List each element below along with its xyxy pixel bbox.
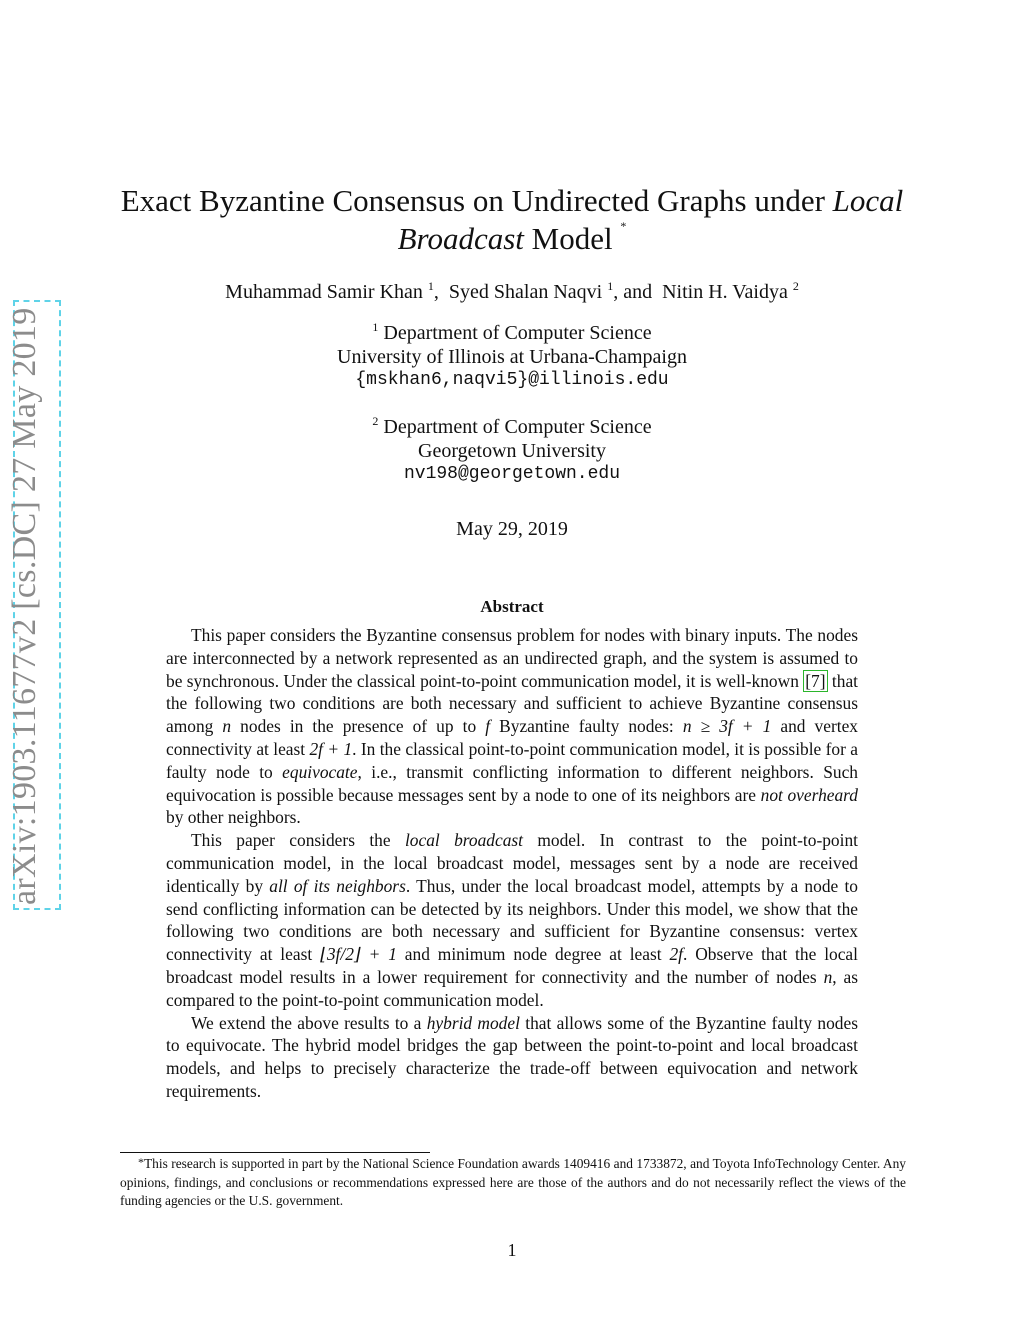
text-run: We extend the above results to a [191, 1012, 427, 1033]
text-run: This paper considers the Byzantine consensus problem for nodes with binary inputs. The nodes are interconnected by a network represented as an undirected graph, and the system is assumed to be synchronous. Under the classical point-to-point communication model, it is well-known [166, 625, 858, 691]
footnote-mark: * [138, 1155, 144, 1169]
affiliation-department [0, 416, 1024, 439]
abstract-heading: Abstract [480, 597, 544, 616]
affiliation-email[interactable]: {mskhan6,naqvi5}@illinois.edu [355, 370, 669, 390]
title-text: Exact Byzantine Consensus on Undirected Graphs under [120, 183, 833, 218]
text-run: by other neighbors. [166, 807, 301, 828]
affiliation-mark: 2 [372, 414, 379, 428]
math-var: f [485, 716, 491, 737]
text-run: , i.e., transmit conflicting information to different neighbors. Such equivocation is possible because messages sent by a node to one of its neighbors are [166, 761, 858, 805]
paper-title-line-2 [0, 221, 1024, 257]
title-italic: Local [832, 183, 904, 218]
text-run: that the following two conditions are both necessary and sufficient to achieve Byzantine consensus among [166, 670, 858, 737]
footnote-body: This research is supported in part by the National Science Foundation awards 1409416 and 1733872, and Toyota InfoTechnology Center. Any opinions, findings, and conclusions or recommendations expressed here are those of the authors and do not necessarily reflect the views of the funding agencies or the U.S. government. [120, 1156, 906, 1209]
footnote-text [120, 1155, 906, 1211]
emphasis: local broadcast [404, 830, 524, 851]
text-run: model. In contrast to the point-to-point communication model, in the local broadcast model, messages sent by a node are received identically by [166, 830, 858, 896]
abstract-paragraph [166, 829, 858, 1011]
abstract-body [166, 624, 858, 1103]
abstract-paragraph [166, 624, 858, 829]
emphasis: all of its neighbors [269, 875, 406, 896]
math-expr: 2f + 1 [309, 738, 353, 759]
text-run: . In the classical point-to-point communication model, it is possible for a faulty node to [166, 738, 858, 782]
text-run: and vertex connectivity at least [166, 716, 858, 759]
author-name: Nitin H. Vaidya [662, 281, 788, 303]
author-list [0, 281, 1024, 304]
emphasis: hybrid model [426, 1012, 520, 1033]
author-name: Syed Shalan Naqvi [448, 281, 603, 303]
text-run: . Observe that the local broadcast model results in a lower requirement for connectivity and the number of nodes [166, 944, 858, 987]
affiliation-university: Georgetown University [418, 440, 606, 462]
author-separator: , and [613, 281, 653, 303]
page-number: 1 [507, 1240, 517, 1260]
text-run: and minimum node degree at least [396, 944, 670, 965]
math-expr: ⌊3f/2⌋ + 1 [320, 944, 397, 965]
text-run: Byzantine faulty nodes: [490, 716, 683, 737]
paper-date: May 29, 2019 [456, 518, 568, 540]
author-separator: , [433, 281, 439, 303]
footnote-rule [120, 1152, 430, 1153]
text-run: , as compared to the point-to-point communication model. [166, 966, 858, 1010]
citation-link[interactable]: [7] [805, 670, 826, 691]
title-footnote-mark: * [620, 219, 627, 233]
emphasis: not overheard [760, 784, 858, 805]
author-affiliation-mark: 1 [607, 279, 614, 293]
affiliation-email[interactable]: nv198@georgetown.edu [403, 464, 621, 484]
text-run: This paper considers the [191, 830, 405, 851]
title-italic: Broadcast [397, 221, 524, 256]
affiliation-dept-text: Department of Computer Science [383, 416, 652, 438]
math-var: n [823, 966, 833, 987]
affiliation-dept-text: Department of Computer Science [383, 322, 652, 344]
text-run: nodes in the presence of up to [231, 716, 486, 737]
arxiv-stamp-text: arXiv:1903.11677v2 [cs.DC] 27 May 2019 [6, 307, 43, 905]
text-run: that allows some of the Byzantine faulty nodes to equivocate. The hybrid model bridges the gap between the point-to-point and local broadcast models, and helps to precisely characterize the trade-off between equivocation and network requirements. [166, 1012, 858, 1101]
author-affiliation-mark: 2 [792, 279, 799, 293]
affiliation-university: University of Illinois at Urbana-Champaign [337, 346, 687, 368]
footnote [120, 1155, 906, 1211]
title-text: Model [523, 221, 621, 256]
affiliation-department [0, 322, 1024, 345]
affiliation-mark: 1 [372, 320, 379, 334]
abstract-paragraph [166, 1012, 858, 1103]
math-expr: n ≥ 3f + 1 [682, 716, 772, 737]
author-affiliation-mark: 1 [427, 279, 434, 293]
paper-title-line-1 [0, 183, 1024, 219]
math-expr: 2f [669, 944, 683, 965]
emphasis: equivocate [282, 761, 358, 782]
author-name: Muhammad Samir Khan [225, 281, 423, 303]
text-run: . Thus, under the local broadcast model, attempts by a node to send conflicting information can be detected by its neighbors. Under this model, we show that the following two conditions are both necessary and sufficient for Byzantine consensus: vertex connectivity at least [166, 875, 858, 965]
math-var: n [222, 716, 232, 737]
